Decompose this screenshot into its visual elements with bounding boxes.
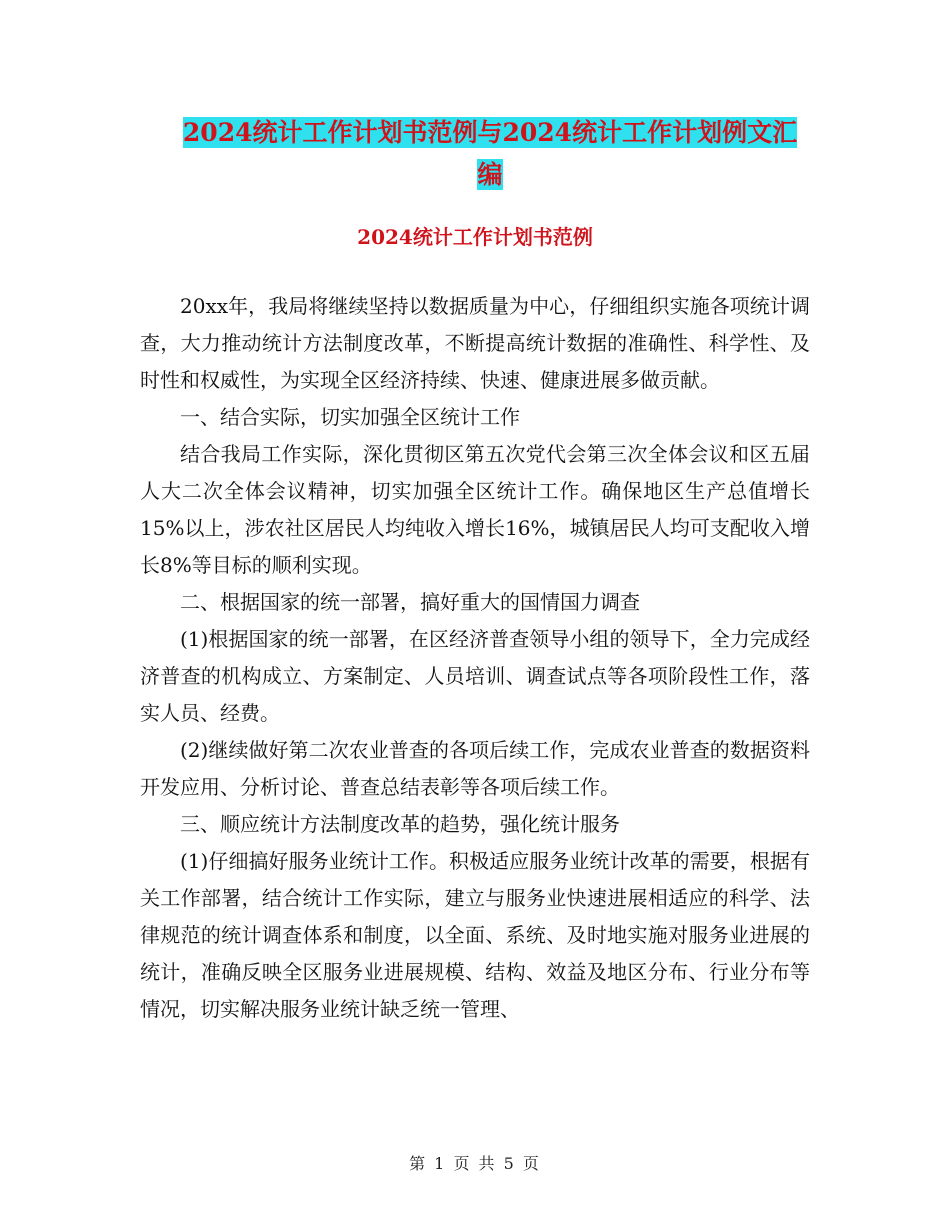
- page-footer: 第 1 页 共 5 页: [409, 1154, 541, 1173]
- paragraph-intro: 20xx年，我局将继续坚持以数据质量为中心，仔细组织实施各项统计调查，大力推动统计方法制度改革，不断提高统计数据的准确性、科学性、及时性和权威性，为实现全区经济持续、快速、健康进展多做贡献。: [140, 294, 810, 392]
- document-title-line-2: 编: [477, 160, 503, 189]
- paragraph-2-1: (1)根据国家的统一部署，在区经济普查领导小组的领导下，全力完成经济普查的机构成立、方案制定、人员培训、调查试点等各项阶段性工作，落实人员、经费。: [140, 627, 810, 725]
- heading-3: 三、顺应统计方法制度改革的趋势，强化统计服务: [180, 812, 620, 836]
- paragraph-1: 结合我局工作实际，深化贯彻区第五次党代会第三次全体会议和区五届人大二次全体会议精神，切实加强全区统计工作。确保地区生产总值增长15%以上，涉农社区居民人均纯收入增长16%，城镇居民人均可支配收入增长8%等目标的顺利实现。: [140, 442, 810, 577]
- paragraph-2-2: (2)继续做好第二次农业普查的各项后续工作，完成农业普查的数据资料开发应用、分析讨论、普查总结表彰等各项后续工作。: [140, 738, 810, 799]
- heading-1: 一、结合实际，切实加强全区统计工作: [180, 405, 520, 429]
- paragraph-3-1: (1)仔细搞好服务业统计工作。积极适应服务业统计改革的需要，根据有关工作部署，结合统计工作实际，建立与服务业快速进展相适应的科学、法律规范的统计调查体系和制度，以全面、系统、及时地实施对服务业进展的统计，准确反映全区服务业进展规模、结构、效益及地区分布、行业分布等情况，切实解决服务业统计缺乏统一管理、: [140, 849, 810, 1021]
- document-body: [140, 288, 810, 1028]
- document-title: [140, 112, 840, 196]
- section-title: 2024统计工作计划书范例: [357, 225, 593, 249]
- heading-2: 二、根据国家的统一部署，搞好重大的国情国力调查: [180, 590, 640, 614]
- document-title-line-1: 2024统计工作计划书范例与2024统计工作计划例文汇: [182, 118, 798, 147]
